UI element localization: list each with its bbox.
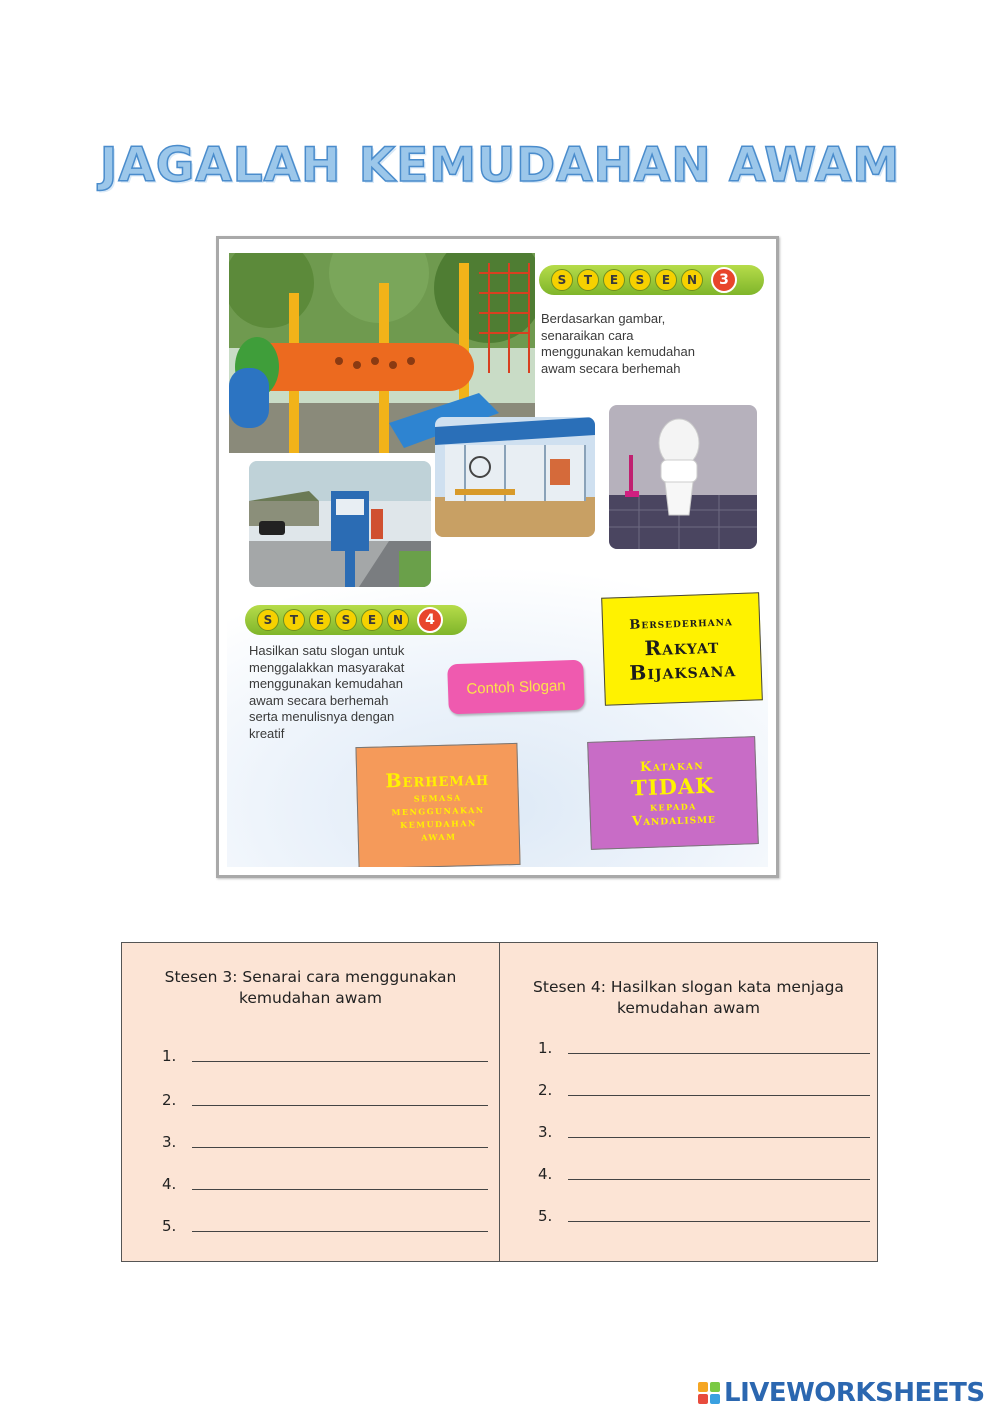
slogan-line: Bersederhana	[629, 613, 734, 633]
slogan-card-yellow	[601, 592, 763, 705]
answer-blank[interactable]	[568, 1053, 870, 1054]
answer-blank[interactable]	[192, 1231, 488, 1232]
slogan-line: awam	[420, 829, 457, 844]
logo-square	[710, 1382, 720, 1392]
stesen-letter: N	[387, 609, 409, 631]
slogan-line: TIDAK	[630, 772, 715, 800]
brand-name: LIVEWORKSHEETS	[724, 1378, 985, 1408]
answer-row	[162, 1133, 488, 1151]
instruction-line: senaraikan cara	[541, 327, 634, 343]
stesen-letter: S	[257, 609, 279, 631]
instruction-line: kreatif	[249, 725, 285, 741]
logo-square	[698, 1382, 708, 1392]
stesen-4-number: 4	[417, 607, 443, 633]
row-number: 4.	[162, 1175, 177, 1193]
instruction-line: menggunakan kemudahan	[541, 344, 695, 359]
heading-line: kemudahan awam	[238, 989, 383, 1007]
instruction-line: menggunakan kemudahan	[249, 676, 403, 691]
stesen-letter: S	[629, 269, 651, 291]
answer-blank[interactable]	[568, 1179, 870, 1180]
stesen-letter: E	[309, 609, 331, 631]
slogan-line: Vandalisme	[631, 811, 717, 829]
stesen-3-number: 3	[711, 267, 737, 293]
slogan-line: semasa	[413, 790, 462, 805]
stesen-letter: E	[655, 269, 677, 291]
instruction-line: awam secara berhemah	[249, 692, 389, 708]
answer-blank[interactable]	[192, 1147, 488, 1148]
stesen-letter: S	[551, 269, 573, 291]
logo-grid-icon	[698, 1382, 720, 1404]
row-number: 3.	[162, 1133, 177, 1151]
stesen-letter: E	[361, 609, 383, 631]
answer-row	[162, 1217, 488, 1235]
toilet-photo	[609, 405, 757, 549]
heading-line: Stesen 4: Hasilkan slogan kata menjaga	[533, 978, 844, 996]
instruction-line: Berdasarkan gambar,	[541, 311, 666, 326]
answer-row	[162, 1047, 488, 1065]
heading-line: Stesen 3: Senarai cara menggunakan	[164, 968, 457, 986]
row-number: 2.	[162, 1091, 177, 1109]
slogan-card-purple	[587, 736, 759, 850]
answer-blank[interactable]	[192, 1105, 488, 1106]
textbook-page-inner	[227, 247, 768, 867]
stesen-4-heading	[510, 977, 867, 1019]
slogan-line: Berhemah	[385, 767, 490, 793]
slogan-line: Katakan	[639, 757, 705, 775]
stesen-4-instruction	[249, 643, 404, 742]
answer-row	[538, 1039, 870, 1057]
slogan-card-orange	[355, 743, 520, 867]
instruction-line: Hasilkan satu slogan untuk	[249, 643, 405, 658]
logo-square	[698, 1394, 708, 1404]
row-number: 1.	[162, 1047, 177, 1065]
stesen-3-banner	[539, 265, 764, 295]
stesen-letter: S	[335, 609, 357, 631]
row-number: 4.	[538, 1165, 553, 1183]
answer-row	[162, 1175, 488, 1193]
stesen-3-heading	[132, 967, 489, 1009]
answer-row	[538, 1165, 870, 1183]
page-title: JAGALAH KEMUDAHAN AWAM	[99, 138, 901, 193]
row-number: 1.	[538, 1039, 553, 1057]
answer-blank[interactable]	[192, 1061, 488, 1062]
slogan-line: Rakyat	[644, 633, 720, 660]
slogan-line: menggunakan	[391, 802, 485, 819]
slogan-line: kemudahan	[399, 815, 477, 831]
slogan-line: Bijaksana	[628, 656, 737, 685]
answer-row	[538, 1207, 870, 1225]
answer-row	[162, 1091, 488, 1109]
liveworksheets-logo[interactable]	[698, 1378, 985, 1408]
stesen-3-instruction	[541, 311, 695, 377]
instruction-line: awam secara berhemah	[541, 360, 681, 376]
row-number: 3.	[538, 1123, 553, 1141]
stesen-4-banner	[245, 605, 467, 635]
contoh-slogan-label: Contoh Slogan	[447, 660, 585, 715]
answer-table	[121, 942, 878, 1262]
stesen-letter: T	[577, 269, 599, 291]
stesen-letter: E	[603, 269, 625, 291]
heading-line: kemudahan awam	[616, 999, 761, 1017]
answer-blank[interactable]	[568, 1095, 870, 1096]
textbook-page	[216, 236, 779, 878]
logo-square	[710, 1394, 720, 1404]
row-number: 2.	[538, 1081, 553, 1099]
answer-row	[538, 1123, 870, 1141]
answer-blank[interactable]	[192, 1189, 488, 1190]
instruction-line: serta menulisnya dengan	[249, 709, 395, 724]
stesen-3-column	[122, 943, 499, 1261]
row-number: 5.	[538, 1207, 553, 1225]
stesen-letter: T	[283, 609, 305, 631]
answer-row	[538, 1081, 870, 1099]
bus-stop-photo	[435, 417, 595, 537]
stesen-letter: N	[681, 269, 703, 291]
instruction-line: menggalakkan masyarakat	[249, 659, 405, 675]
stesen-4-column	[499, 943, 877, 1261]
row-number: 5.	[162, 1217, 177, 1235]
answer-blank[interactable]	[568, 1221, 870, 1222]
public-phone-photo	[249, 461, 431, 587]
slogan-line: kepada	[649, 797, 698, 814]
answer-blank[interactable]	[568, 1137, 870, 1138]
